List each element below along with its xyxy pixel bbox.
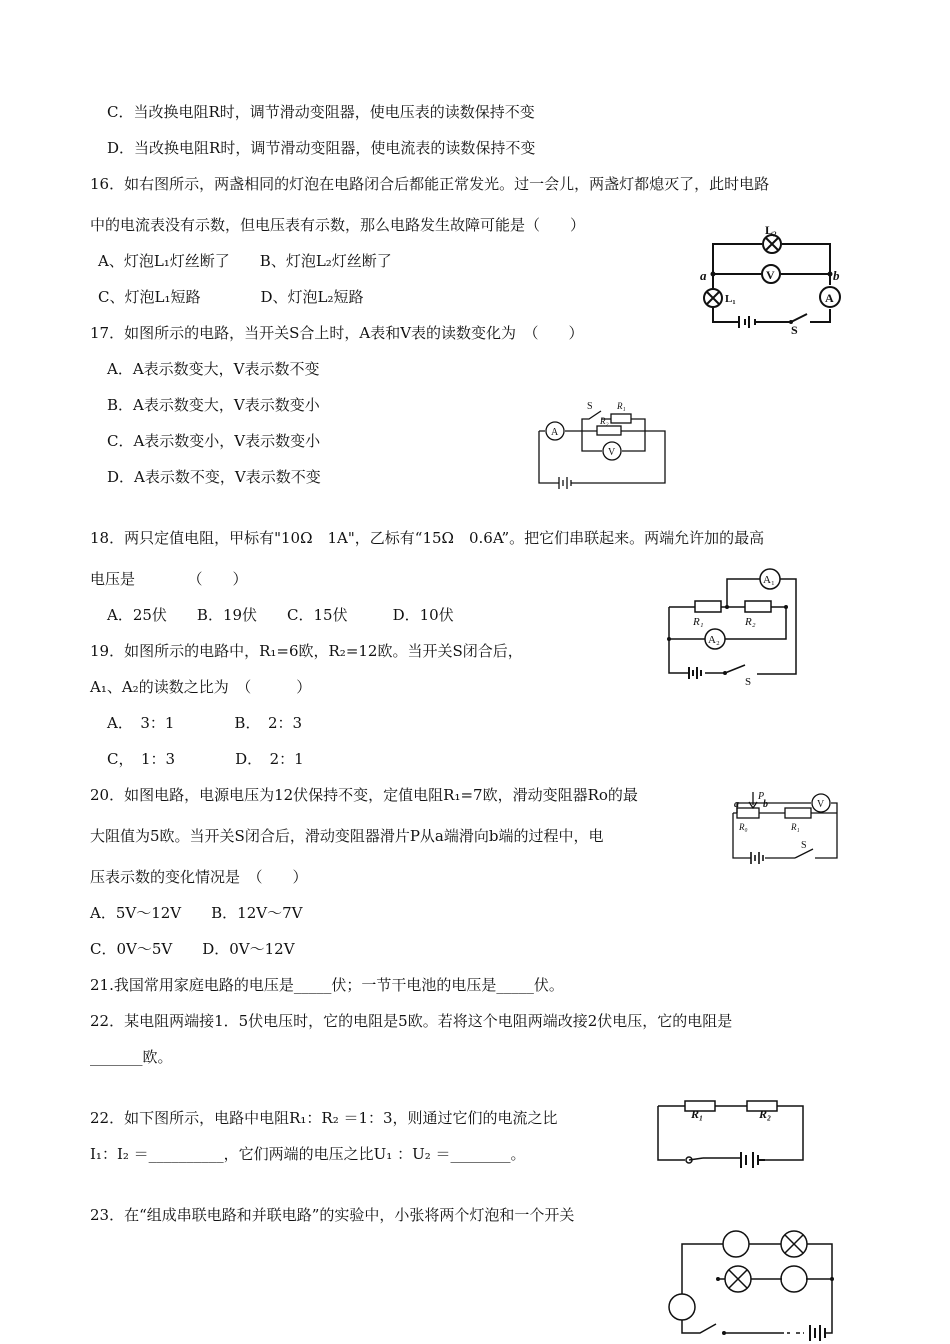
- q20-stem-line1: 20．如图电路，电源电压为12伏保持不变，定值电阻R₁=7欧，滑动变阻器Ro的最: [90, 786, 638, 804]
- label-r1: R₁: [691, 1107, 704, 1121]
- q23-stem: 23．在“组成串联电路和并联电路”的实验中，小张将两个灯泡和一个开关: [90, 1206, 575, 1224]
- q16-stem-line2: 中的电流表没有示数，但电压表有示数，那么电路发生故障可能是（ ）: [90, 216, 586, 234]
- switch-label: S: [745, 676, 752, 688]
- voltmeter-label: V: [608, 447, 616, 458]
- switch-label: S: [587, 401, 593, 412]
- q22-stem-line1: 22．某电阻两端接1．5伏电压时，它的电阻是5欧。若将这个电阻两端改接2伏电压，它的电阻是: [90, 1012, 733, 1030]
- label-a: a: [700, 268, 707, 283]
- q18-options: A．25伏 B．19伏 C．15伏 D．10伏: [107, 606, 454, 624]
- q19-options-ab: A． 3：1 B． 2：3: [107, 714, 303, 732]
- label-r1: R₁: [791, 822, 800, 832]
- label-b: b: [763, 799, 768, 810]
- q19-options-cd: C， 1：3 D． 2：1: [107, 750, 304, 768]
- q16-options-ab: A、灯泡L₁灯丝断了 B、灯泡L₂灯丝断了: [98, 252, 392, 270]
- q17-option-c: C．A表示数变小，V表示数变小: [107, 432, 321, 450]
- q20-stem-line3: 压表示数的变化情况是 （ ）: [90, 868, 308, 886]
- circuit-diagram-q16: [695, 222, 845, 337]
- q18-stem-line1: 18．两只定值电阻，甲标有"10Ω 1A"，乙标有“15Ω 0.6A”。把它们串联起来。两端允许加的最高: [90, 529, 765, 547]
- q17-stem: 17．如图所示的电路，当开关S合上时，A表和V表的读数变化为 （ ）: [90, 324, 584, 342]
- label-r1: R₁: [617, 401, 626, 411]
- label-r2: R₂: [759, 1107, 772, 1121]
- switch-label: S: [801, 840, 807, 851]
- label-a: a: [734, 799, 739, 810]
- q22b-stem-line1: 22．如下图所示，电路中电阻R₁：R₂ ＝1：3，则通过它们的电流之比: [90, 1109, 558, 1127]
- circuit-diagram-q19: [665, 565, 800, 690]
- voltmeter-label: V: [817, 799, 825, 810]
- q20-options-ab: A．5V～12V B．12V～7V: [90, 904, 303, 922]
- q19-stem-line1: 19．如图所示的电路中，R₁=6欧，R₂=12欧。当开关S闭合后，: [90, 642, 523, 660]
- q16-options-cd: C、灯泡L₁短路 D、灯泡L₂短路: [98, 288, 364, 306]
- label-r0: R₀: [739, 822, 748, 832]
- label-l1: L₁: [725, 293, 736, 305]
- switch-label: S: [791, 323, 798, 337]
- q15-option-c: C．当改换电阻R时，调节滑动变阻器，使电压表的读数保持不变: [107, 103, 535, 121]
- q22b-stem-line2: I₁：I₂ ＝__________，它们两端的电压之比U₁ ：U₂ ＝________。: [90, 1145, 526, 1163]
- label-r2: R₂: [745, 616, 756, 628]
- q20-options-cd: C．0V～5V D．0V～12V: [90, 940, 295, 958]
- label-r1: R₁: [693, 616, 704, 628]
- voltmeter-label: V: [766, 268, 775, 282]
- label-b: b: [833, 268, 840, 283]
- q16-stem-line1: 16．如右图所示，两盏相同的灯泡在电路闭合后都能正常发光。过一会儿，两盏灯都熄灭了，此时电路: [90, 175, 770, 193]
- label-p: P: [758, 792, 765, 802]
- q22-stem-line2: _______欧。: [90, 1048, 173, 1066]
- ammeter-a2-label: A₂: [708, 634, 720, 646]
- q17-option-d: D．A表示数不变，V表示数不变: [107, 468, 321, 486]
- circuit-diagram-q23: [660, 1228, 850, 1344]
- circuit-diagram-q17: [535, 395, 675, 490]
- label-l2: L₂: [765, 223, 777, 237]
- ammeter-a1-label: A₁: [763, 574, 775, 586]
- circuit-diagram-q20: [725, 792, 845, 867]
- q17-option-a: A．A表示数变大，V表示数不变: [107, 360, 320, 378]
- q17-option-b: B．A表示数变大，V表示数变小: [107, 396, 320, 414]
- q19-stem-line2: A₁、A₂的读数之比为 （ ）: [90, 678, 312, 696]
- label-r2: R₂: [600, 416, 609, 426]
- q15-option-d: D．当改换电阻R时，调节滑动变阻器，使电流表的读数保持不变: [107, 139, 536, 157]
- q21-stem: 21.我国常用家庭电路的电压是_____伏；一节干电池的电压是_____伏。: [90, 976, 564, 994]
- q20-stem-line2: 大阻值为5欧。当开关S闭合后，滑动变阻器滑片P从a端滑向b端的过程中，电: [90, 827, 604, 845]
- ammeter-label: A: [825, 291, 834, 305]
- ammeter-label: A: [551, 427, 559, 438]
- q18-stem-line2: 电压是 （ ）: [90, 570, 248, 588]
- circuit-diagram-q22: [655, 1098, 810, 1168]
